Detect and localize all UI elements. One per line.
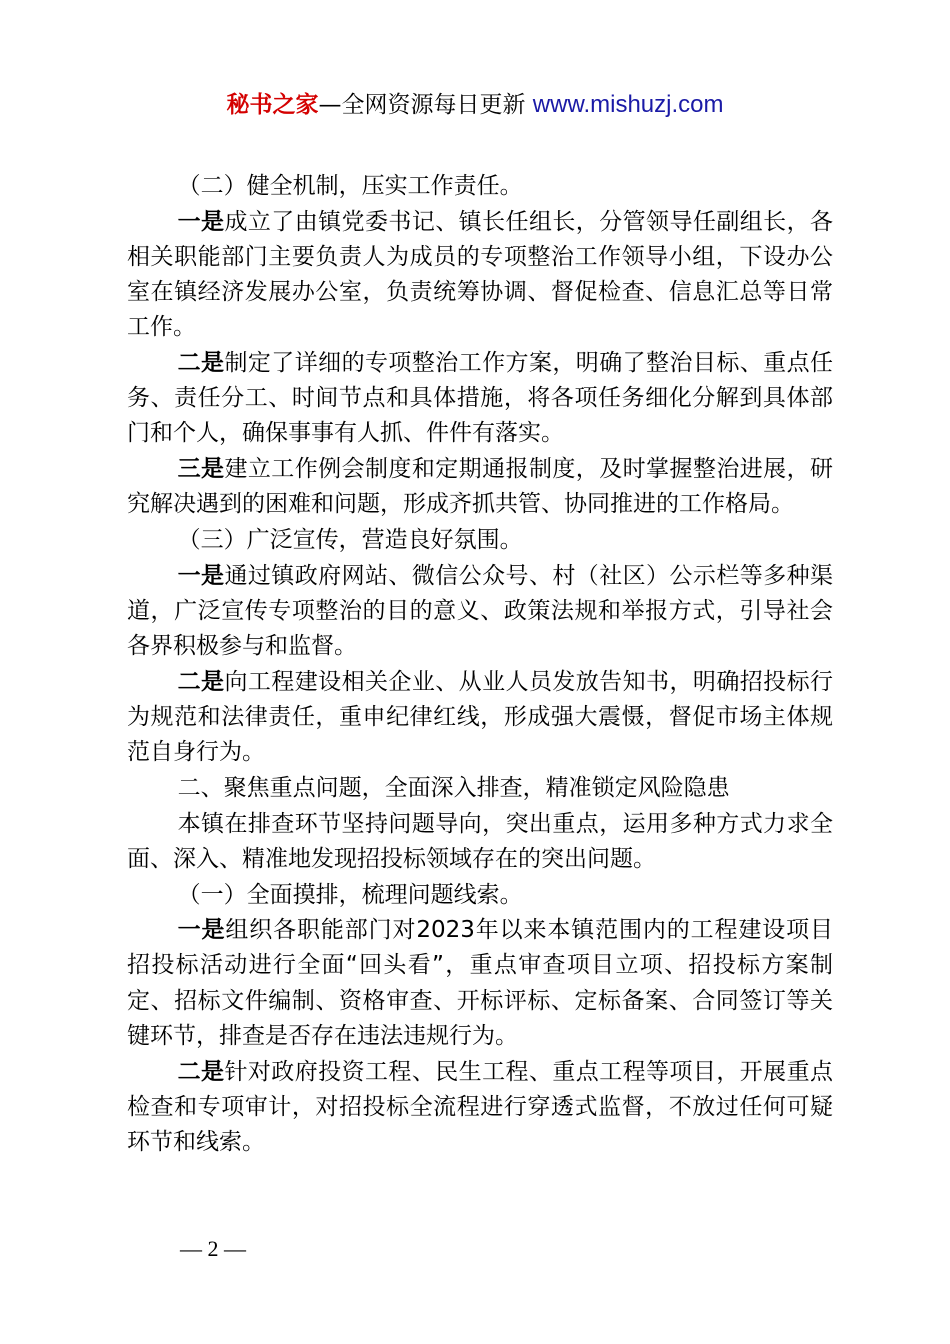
site-url-link[interactable]: www.mishuzj.com (532, 91, 724, 118)
paragraph-lead: 二是 (177, 350, 225, 377)
paragraph: 一是通过镇政府网站、微信公众号、村（社区）公示栏等多种渠道，广泛宣传专项整治的目的意义、政策法规和举报方式，引导社会各界积极参与和监督。 (127, 562, 834, 660)
paragraph: 二是向工程建设相关企业、从业人员发放告知书，明确招投标行为规范和法律责任，重申纪律红线，形成强大震慑，督促市场主体规范自身行为。 (127, 668, 834, 766)
paragraph: 一是组织各职能部门对2023年以来本镇范围内的工程建设项目招投标活动进行全面“回头看”，重点审查项目立项、招投标方案制定、招标文件编制、资格审查、开标评标、定标备案、合同签订等关键环节，排查是否存在违法违规行为。 (127, 917, 833, 1049)
chapter-heading: 二、聚焦重点问题，全面深入排查，精准锁定风险隐患 (177, 774, 730, 801)
paragraph: 二是制定了详细的专项整治工作方案，明确了整治目标、重点任务、责任分工、时间节点和具体措施，将各项任务细化分解到具体部门和个人，确保事事有人抓、件件有落实。 (127, 350, 834, 447)
site-header (0, 88, 950, 122)
page-number: — 2 — (180, 1236, 246, 1261)
paragraph-lead: 一是 (177, 208, 225, 235)
paragraph: 二是针对政府投资工程、民生工程、重点工程等项目，开展重点检查和专项审计，对招投标全流程进行穿透式监督，不放过任何可疑环节和线索。 (127, 1058, 834, 1155)
document-body (127, 169, 833, 1161)
paragraph-lead: 二是 (177, 1058, 225, 1085)
paragraph-lead: 一是 (177, 917, 226, 944)
paragraph: 本镇在排查环节坚持问题导向，突出重点，运用多种方式力求全面、深入、精准地发现招投标领域存在的突出问题。 (127, 810, 833, 872)
paragraph: 一是成立了由镇党委书记、镇长任组长，分管领导任副组长，各相关职能部门主要负责人为成员的专项整治工作领导小组，下设办公室在镇经济发展办公室，负责统筹协调、督促检查、信息汇总等日常工作。 (127, 208, 834, 341)
brand-name: 秘书之家 (226, 92, 319, 118)
paragraph-lead: 二是 (177, 668, 225, 695)
paragraph: 三是建立工作例会制度和定期通报制度，及时掌握整治进展，研究解决遇到的困难和问题，形成齐抓共管、协同推进的工作格局。 (127, 456, 834, 518)
section-heading: （一）全面摸排，梳理问题线索。 (177, 881, 523, 908)
header-tagline: —全网资源每日更新 (318, 92, 533, 118)
paragraph-lead: 三是 (177, 456, 225, 483)
section-heading: （三）广泛宣传，营造良好氛围。 (177, 527, 523, 554)
section-heading: （二）健全机制，压实工作责任。 (177, 173, 523, 199)
paragraph-lead: 一是 (177, 562, 225, 589)
